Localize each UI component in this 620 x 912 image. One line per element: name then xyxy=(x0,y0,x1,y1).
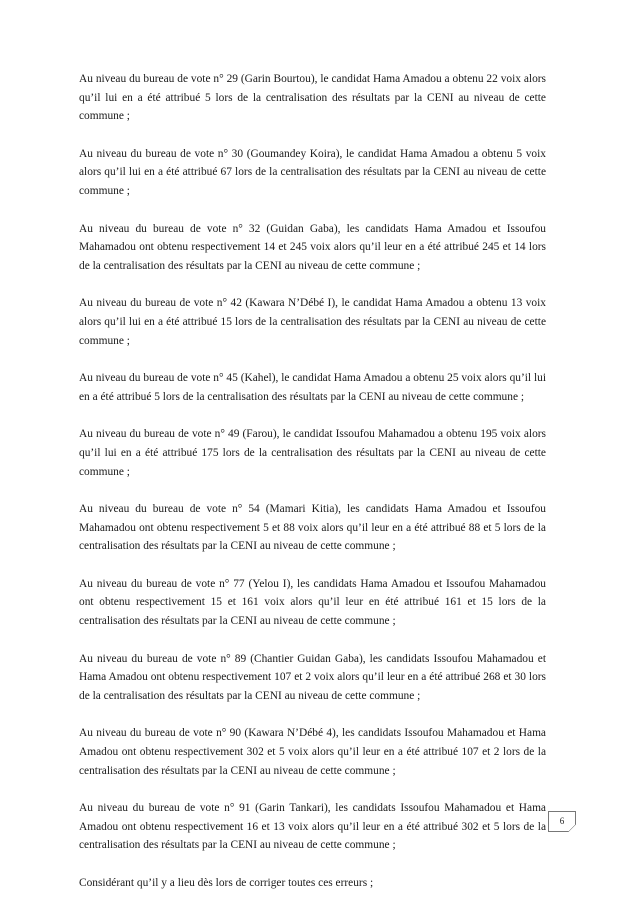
paragraph-considerant: Considérant qu’il y a lieu dès lors de corriger toutes ces erreurs ; xyxy=(79,877,374,889)
page-number: 6 xyxy=(559,816,565,826)
paragraph-bureau-89: Au niveau du bureau de vote n° 89 (Chantier Guidan Gaba), les candidats Issoufou Mahamadou et Hama Amadou ont obtenu respectivement 107 et 2 voix alors qu’il leur en a été attribué 268 et 30 lors de la centralisation des résultats par la CENI au niveau de cette commune ; xyxy=(79,652,546,702)
paragraph-bureau-91: Au niveau du bureau de vote n° 91 (Garin Tankari), les candidats Issoufou Mahamadou et Hama Amadou ont obtenu respectivement 16 et 13 voix alors qu’il leur en a été attribué 302 et 5 lors de la centralisation des résultats par la CENI au niveau de cette commune ; xyxy=(79,802,546,852)
paragraph-bureau-45: Au niveau du bureau de vote n° 45 (Kahel), le candidat Hama Amadou a obtenu 25 voix alors qu’il lui en a été attribué 5 lors de la centralisation des résultats par la CENI au niveau de cette commune ; xyxy=(79,372,546,403)
paragraph-bureau-32: Au niveau du bureau de vote n° 32 (Guidan Gaba), les candidats Hama Amadou et Issoufou Mahamadou ont obtenu respectivement 14 et 245 voix alors qu’il leur en a été attribué 245 et 14 lors de la centralisation des résultats par la CENI au niveau de cette commune ; xyxy=(79,222,546,272)
page-number-box xyxy=(548,811,576,832)
folded-corner-icon xyxy=(568,824,576,832)
paragraph-bureau-29: Au niveau du bureau de vote n° 29 (Garin Bourtou), le candidat Hama Amadou a obtenu 22 voix alors qu’il lui en a été attribué 5 lors de la centralisation des résultats par la CENI au niveau de cette commune ; xyxy=(79,73,546,123)
paragraph-bureau-42: Au niveau du bureau de vote n° 42 (Kawara N’Débé I), le candidat Hama Amadou a obtenu 13 voix alors qu’il lui en a été attribué 15 lors de la centralisation des résultats par la CENI au niveau de cette commune ; xyxy=(79,297,546,347)
paragraph-bureau-54: Au niveau du bureau de vote n° 54 (Mamari Kitia), les candidats Hama Amadou et Issoufou Mahamadou ont obtenu respectivement 5 et 88 voix alors qu’il leur en a été attribué 88 et 5 lors de la centralisation des résultats par la CENI au niveau de cette commune ; xyxy=(79,503,546,553)
document-body xyxy=(79,70,546,912)
paragraph-bureau-77: Au niveau du bureau de vote n° 77 (Yelou I), les candidats Hama Amadou et Issoufou Mahamadou ont obtenu respectivement 15 et 161 voix alors qu’il leur en été attribué 161 et 15 lors de la centralisation des résultats par la CENI au niveau de cette commune ; xyxy=(79,577,546,628)
paragraph-bureau-30: Au niveau du bureau de vote n° 30 (Goumandey Koira), le candidat Hama Amadou a obtenu 5 voix alors qu’il lui en a été attribué 67 lors de la centralisation des résultats par la CENI au niveau de cette commune ; xyxy=(79,147,546,197)
paragraph-bureau-90: Au niveau du bureau de vote n° 90 (Kawara N’Débé 4), les candidats Issoufou Mahamadou et Hama Amadou ont obtenu respectivement 302 et 5 voix alors qu’il leur en a été attribué 107 et 2 lors de la centralisation des résultats par la CENI au niveau de cette commune ; xyxy=(79,727,546,777)
paragraph-bureau-49: Au niveau du bureau de vote n° 49 (Farou), le candidat Issoufou Mahamadou a obtenu 195 voix alors qu’il lui en a été attribué 175 lors de la centralisation des résultats par la CENI au niveau de cette commune ; xyxy=(79,428,546,478)
